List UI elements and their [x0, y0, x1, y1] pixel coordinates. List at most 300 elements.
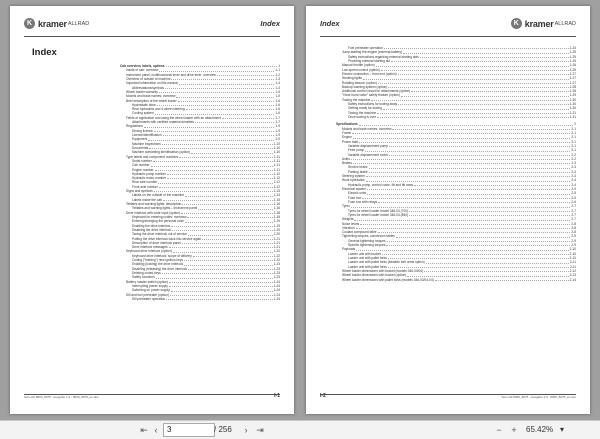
toc-leader: [185, 222, 273, 223]
toc-entry-title: Overview of outside of machine: [126, 76, 171, 81]
toc-leader: [172, 230, 273, 231]
toc-leader: [366, 176, 571, 177]
toc-leader: [163, 200, 273, 201]
toc-entry-page: 2-5: [571, 187, 576, 191]
toc-leader: [144, 127, 275, 128]
toc-entry-title: Machine inspections: [132, 141, 161, 146]
toc-entry-title: Specific tightening torques: [348, 243, 386, 248]
toc-entry-page: 1-9: [275, 137, 280, 142]
toc-entry-page: 2-12: [569, 268, 576, 273]
toc-entry-title: Loader unit with pallet forks (foldable fork arms option): [348, 260, 425, 265]
toc-entry-title: Backup warning system (option): [342, 84, 388, 89]
toc-entry-page: 2-10: [569, 251, 576, 256]
toc-entry-page: 1-24: [273, 283, 280, 288]
toc-entry-page: 2-8: [571, 225, 576, 230]
toc-entry-title: Keyboard drive interlock (option): [126, 249, 172, 254]
toc-leader: [387, 241, 571, 242]
toc-entry-title: Drive interlock messages: [132, 245, 168, 250]
toc-leader: [184, 265, 272, 266]
toc-entry-page: 1-27: [569, 76, 576, 81]
toc-leader: [435, 280, 569, 281]
toc-leader: [154, 131, 275, 132]
toc-leader: [377, 113, 568, 114]
toc-leader: [178, 101, 275, 102]
toc-entry-title: Telltales and warning lights: description: [126, 202, 182, 206]
toc-entry-title: Brief description of the wheel loader: [126, 98, 177, 103]
toc-leader: [360, 224, 570, 225]
toc-entry-page: 1-25: [569, 54, 576, 59]
toc-entry-title: Loader unit with pallet forks: [348, 256, 387, 260]
toc-leader: [187, 217, 272, 218]
toc-leader: [407, 276, 568, 277]
toc-entry-page: 1-13: [273, 189, 280, 194]
toc-leader: [376, 66, 569, 67]
toc-entry-title: Keyboard drive interlock: scope of delivery: [132, 253, 192, 258]
toc-entry-page: 1-9: [275, 128, 280, 133]
toc-entry-page: 2-7: [571, 212, 576, 217]
toc-entry-title: Getting ready for towing: [348, 106, 382, 111]
toc-entry-page: 2-10: [569, 256, 576, 260]
toc-leader: [414, 185, 570, 186]
toc-entry-title: Important information on this manual: [126, 81, 178, 86]
toc-entry-title: Tyres: [342, 204, 350, 209]
toc-leader: [171, 226, 272, 227]
toc-entry-title: Telltales and warning lights – instrument panel: [132, 206, 198, 211]
toc-entry-title: Driving licence: [132, 128, 153, 133]
toc-list: [336, 46, 576, 282]
toc-leader: [166, 299, 272, 300]
toc-entry-page: 1-6: [275, 107, 280, 112]
toc-entry-page: 1-23: [273, 262, 280, 267]
toc-entry-title: Labels on the outside of the machine: [132, 193, 185, 198]
toc-entry-page: 1-23: [273, 266, 280, 271]
toc-entry-page: 1-10: [273, 150, 280, 155]
toc-entry-title: Tyres for wheel loader model 346-04 (850): [348, 212, 409, 217]
toc-entry-page: 2-14: [569, 277, 576, 282]
toc-entry-page: 1-23: [273, 275, 280, 280]
toc-entry-page: 1-31: [569, 110, 576, 115]
toc-entry-title: Electric connection – front end (option): [342, 71, 397, 76]
toc-leader: [185, 196, 273, 197]
toc-leader: [391, 61, 569, 62]
toc-entry-page: 1-12: [273, 180, 280, 185]
toc-entry-page: 2-3: [571, 161, 576, 166]
toc-leader: [392, 129, 570, 130]
toc-leader: [388, 87, 568, 88]
toc-entry-title: Machine warranting identification (option): [132, 150, 191, 155]
toc-entry-title: Vibration: [342, 225, 355, 230]
toc-entry-page: 1-25: [569, 50, 576, 55]
toc-entry-title: Entering/changing the personal code: [132, 219, 184, 224]
toc-entry-page: 1-30: [569, 97, 576, 102]
toc-entry-title: Wheel loader dimensions with bucket (models 346-03/04): [342, 268, 424, 273]
toc-leader: [169, 282, 272, 283]
toc-entry-page: 1-6: [275, 98, 280, 103]
toc-entry-title: Licence/identification: [132, 133, 162, 137]
toc-entry-title: Instrument panel, multifunctional lever and drive lever: overview: [126, 72, 216, 77]
toc-entry-page: 1-13: [273, 193, 280, 198]
toc-entry-title: Rear hydraulics and 4-wheel steering: [132, 107, 185, 112]
toc-entry-page: 1-24: [273, 279, 280, 284]
toc-leader: [184, 260, 273, 261]
toc-entry-page: 2-1: [571, 143, 576, 148]
toc-entry-page: 2-4: [571, 174, 576, 179]
toc-leader: [217, 75, 275, 76]
toc-leader: [166, 66, 278, 67]
toc-entry-title: Power train: [342, 139, 359, 144]
toc-entry-title: Signs and symbols: [126, 189, 153, 194]
toc-entry-page: 2: [574, 122, 576, 127]
footer-code: Serv-Hb 8060_8075 - Ausgabe 1.0 - 8060_8075_en.doc: [501, 395, 576, 399]
toc-entry-page: 1-26: [569, 63, 576, 68]
toc-entry-page: 2-11: [569, 260, 576, 265]
toc-leader: [151, 166, 273, 167]
toc-entry-page: 1-12: [273, 184, 280, 189]
toc-leader: [420, 57, 569, 58]
brand-logo-icon: K: [24, 18, 35, 29]
toc-entry-title: Specifications: [336, 122, 358, 127]
toc-entry-title: Service brake: [348, 165, 368, 170]
toc-leader: [381, 70, 569, 71]
toc-entry-page: 2-11: [569, 264, 576, 269]
toc-leader: [186, 109, 275, 110]
prev-page-icon[interactable]: ‹: [154, 425, 158, 435]
toc-entry-page: 1-22: [273, 249, 280, 254]
toc-entry-title: Interrupting power supply: [132, 283, 168, 288]
toc-entry-page: 1-28: [569, 89, 576, 94]
toc-entry-page: 1-15: [273, 197, 280, 202]
toc-entry-title: Hydraulic pump number: [132, 171, 166, 176]
toc-leader: [179, 157, 273, 158]
toc-leader: [159, 187, 273, 188]
brand-suffix: ALLRAD: [554, 20, 576, 27]
toc-entry-title: Regulations: [126, 124, 143, 129]
toc-entry-page: 1-29: [569, 93, 576, 98]
toc-entry-page: 2-1: [571, 148, 576, 153]
toc-entry-title: Hydraulic motor number: [132, 176, 167, 181]
toc-entry-page: 2-4: [571, 178, 576, 183]
page-footer: [24, 394, 280, 400]
toc-entry-title: Cab number: [132, 163, 150, 168]
toc-leader: [356, 250, 568, 251]
toc-leader: [378, 232, 571, 233]
toc-entry-title: Type labels and component numbers: [126, 154, 179, 159]
zoom-out-icon[interactable]: −: [496, 425, 502, 435]
toc-leader: [158, 183, 272, 184]
toc-leader: [351, 207, 571, 208]
footer-code: Serv-Hb 8060_8075 - Ausgabe 1.0 - 8060_8075_en.doc: [24, 395, 99, 399]
toc-entry-title: Engine: [342, 135, 352, 140]
last-page-icon[interactable]: ⇥: [256, 425, 264, 435]
toc-leader: [188, 235, 273, 236]
toc-leader: [411, 91, 568, 92]
toc-leader: [179, 84, 275, 85]
toc-entry-title: Coding ("training") new ignition keys: [132, 258, 183, 263]
toc-entry-title: Variable displacement pump: [348, 143, 388, 148]
toc-entry-page: 1-11: [273, 163, 280, 168]
toc-entry[interactable]: [120, 297, 280, 301]
page-number: I-2: [320, 393, 326, 399]
page-right: [306, 6, 590, 414]
page-number: I-1: [274, 393, 280, 399]
next-page-icon[interactable]: ›: [244, 425, 248, 435]
toc-entry-page: 1-21: [273, 240, 280, 245]
toc-entry-page: 1-9: [275, 133, 280, 137]
toc-entry-title: Hydraulic pump, control valve, lift and tilt rams: [348, 182, 414, 187]
toc-entry-page: 1-22: [273, 258, 280, 263]
toc-entry-page: 2-1: [571, 135, 576, 140]
toc-entry-page: 1-22: [273, 253, 280, 258]
toc-entry[interactable]: [336, 278, 576, 282]
toc-entry-page: 1-24: [273, 292, 280, 297]
zoom-level[interactable]: 65.42%: [526, 425, 554, 434]
brand-suffix: ALLRAD: [67, 20, 90, 27]
toc-entry-page: 1-16: [273, 202, 280, 206]
page-footer: [320, 394, 576, 400]
toc-entry-page: 1-21: [273, 236, 280, 241]
toc-entry-page: 2-2: [571, 152, 576, 157]
toc-leader: [359, 142, 570, 143]
toc-leader: [352, 133, 570, 134]
toc-entry-page: 1-9: [275, 124, 280, 129]
toc-leader: [363, 79, 569, 80]
page-number-input[interactable]: [163, 423, 215, 437]
toc-entry-page: 1-23: [273, 271, 280, 275]
toc-entry-title: Coolant compound table: [342, 230, 377, 235]
toc-entry-page: 1-30: [569, 106, 576, 111]
toc-leader: [159, 92, 275, 93]
toc-entry-page: 1: [278, 64, 280, 68]
toc-entry-title: Once towing is over: [348, 115, 376, 119]
toc-entry-title: Electrical system: [342, 187, 366, 191]
toc-entry-title: Providing external starting aid: [348, 58, 390, 63]
toc-leader: [155, 170, 273, 171]
toc-entry-title: Loader unit with pallet forks: [348, 264, 387, 269]
toc-leader: [162, 273, 273, 274]
toc-leader: [351, 159, 571, 160]
toc-leader: [149, 148, 272, 149]
toc-leader: [353, 163, 570, 164]
toc-entry-title: Jump-starting the engine (external battery): [342, 50, 403, 55]
toc-leader: [366, 181, 571, 182]
toc-entry-page: 2-1: [571, 139, 576, 144]
first-page-icon[interactable]: ⇤: [140, 425, 148, 435]
toc-leader: [403, 53, 569, 54]
toc-leader: [362, 198, 570, 199]
toc-leader: [378, 83, 569, 84]
toc-leader: [167, 178, 273, 179]
toc-entry-page: 1-28: [569, 84, 576, 89]
toc-entry-title: Loader unit with bucket: [348, 251, 381, 256]
toc-entry-title: Drive interlock with code input (option): [126, 210, 181, 215]
toc-entry-page: 1-11: [273, 154, 280, 159]
toc-entry-page: 1-4: [275, 81, 280, 86]
toc-entry-page: 2-6: [571, 199, 576, 204]
toc-entry-title: Axles: [342, 156, 350, 161]
toc-entry-page: 2-10: [569, 247, 576, 252]
toc-entry-title: Steering system: [342, 174, 365, 179]
toc-leader: [365, 151, 570, 152]
toc-entry-page: 2-9: [571, 234, 576, 239]
toc-entry-title: Engine number: [132, 167, 154, 172]
toc-entry-title: Abbreviations/symbols: [132, 85, 164, 90]
toc-leader: [388, 258, 569, 259]
toc-leader: [369, 168, 571, 169]
viewer-toolbar: [0, 420, 600, 439]
toc-entry-title: Hydrostatic drive: [132, 102, 156, 107]
toc-leader: [182, 243, 273, 244]
toc-entry-title: Fuel preheater operation: [348, 46, 383, 50]
page-header: [24, 18, 280, 32]
toc-entry-title: Electric units: [348, 191, 367, 196]
toc-entry-title: Parking brake: [348, 169, 368, 174]
toc-leader: [388, 267, 569, 268]
toc-leader: [182, 204, 272, 205]
toc-leader: [353, 138, 570, 139]
toc-leader: [153, 161, 273, 162]
toc-entry-title: Front axle number: [132, 184, 158, 189]
toc-entry-page: 2-3: [571, 165, 576, 170]
toc-entry-title: Description of drive interlock panel: [132, 240, 181, 245]
toc-leader: [398, 74, 569, 75]
toc-leader: [389, 155, 570, 156]
toc-leader: [176, 97, 274, 98]
toc-entry-page: 1-21: [273, 245, 280, 250]
toc-leader: [162, 144, 273, 145]
toc-entry-page: 2-8: [571, 221, 576, 226]
toc-entry-title: Models and trade names: overview: [126, 94, 176, 99]
toc-entry-page: 1-10: [273, 141, 280, 146]
toc-leader: [155, 114, 275, 115]
toc-entry-title: Fields of application and using the wheel loader with an attachment: [126, 115, 221, 120]
toc-entry-title: Labels inside the cab: [132, 197, 162, 202]
toc-entry-page: 2-2: [571, 156, 576, 161]
toc-leader: [424, 271, 568, 272]
toc-entry[interactable]: [336, 115, 576, 119]
toc-entry-title: Towing the machine: [348, 110, 377, 115]
toc-entry-title: Feed pump: [348, 148, 365, 153]
toc-entry-title: Towing the machine: [342, 97, 371, 102]
toc-leader: [383, 109, 569, 110]
toc-entry-page: 2-1: [571, 130, 576, 135]
zoom-dropdown-icon[interactable]: ▾: [560, 425, 565, 434]
toc-entry-page: 2-7: [571, 208, 576, 213]
toc-entry-page: 1-30: [569, 102, 576, 107]
toc-entry-page: 2-7: [571, 217, 576, 222]
toc-leader: [222, 118, 275, 119]
toc-leader: [191, 153, 272, 154]
toc-leader: [148, 140, 274, 141]
toc-entry-page: 1-1: [275, 68, 280, 73]
toc-entry-page: 1-12: [273, 176, 280, 181]
toc-leader: [165, 88, 275, 89]
toc-entry-title: Work hydraulics: [342, 178, 365, 183]
toc-entry-title: Putting the drive interlock back into service again: [132, 236, 202, 241]
toc-leader: [157, 105, 275, 106]
toc-entry-page: 1-27: [569, 71, 576, 76]
brand-name: kramer: [38, 18, 67, 29]
toc-leader: [384, 48, 569, 49]
toc-entry-page: 1-26: [569, 67, 576, 72]
toc-entry-title: Payloads: [342, 247, 356, 252]
toc-entry-title: Serial number: [132, 158, 152, 163]
toc-leader: [159, 71, 274, 72]
toc-entry-page: 1-4: [275, 85, 280, 90]
header-title: Index: [320, 19, 340, 28]
toc-entry-page: 1-16: [273, 206, 280, 211]
toc-leader: [163, 135, 275, 136]
toc-leader: [409, 215, 570, 216]
toc-leader: [367, 189, 570, 190]
toc-entry-title: Noise levels: [342, 221, 360, 226]
brand-logo: [511, 18, 576, 29]
toc-entry-title: Safety functions: [132, 275, 155, 280]
toc-entry-title: Rear axle number: [132, 180, 158, 185]
brand-logo: [24, 18, 280, 29]
toc-entry-page: 1-18: [273, 210, 280, 215]
toc-entry-title: Safety instructions regarding external starting aids: [348, 54, 419, 59]
toc-leader: [198, 209, 272, 210]
toc-leader: [169, 247, 273, 248]
toc-entry-title: Fuse box: [348, 195, 362, 200]
toc-entry-title: Dill preheater operation: [132, 296, 166, 301]
toc-entry-title: Inside of cab: overview: [126, 68, 159, 73]
toc-leader: [167, 174, 273, 175]
toc-entry-title: Dill and fuel preheater (option): [126, 292, 169, 297]
toc-entry-title: Disabling (releasing) the drive interlock: [132, 266, 187, 271]
toc-entry-page: 2-9: [571, 238, 576, 243]
header-rule: [24, 36, 280, 37]
toc-entry-title: Wheel loader dimensions with pallet forks (models 346-03/04-04): [342, 277, 434, 282]
toc-entry-title: Wheel loader dimensions with bucket (option): [342, 273, 407, 278]
toc-leader: [398, 104, 569, 105]
toc-leader: [181, 213, 273, 214]
toc-entry-page: 2-5: [571, 191, 576, 196]
index-title: Index: [32, 47, 57, 58]
toc-leader: [156, 278, 273, 279]
toc-entry-page: 1-19: [273, 223, 280, 228]
toc-entry-title: Documents: [132, 145, 149, 150]
toc-leader: [389, 146, 570, 147]
toc-leader: [367, 194, 570, 195]
toc-leader: [171, 79, 274, 80]
toc-leader: [382, 254, 569, 255]
toc-leader: [409, 211, 570, 212]
toc-entry-title: Deleting coded keys: [132, 271, 161, 275]
toc-entry-page: 1-6: [275, 111, 280, 116]
toc-entry-title: Wheel loader warranty: [126, 89, 158, 94]
toc-entry-title: "Hose burst valve" safety feature (option): [342, 93, 400, 98]
toc-leader: [371, 100, 568, 101]
zoom-in-icon[interactable]: +: [511, 425, 517, 435]
toc-entry-page: 1-6: [275, 102, 280, 107]
toc-entry-page: 1-20: [273, 232, 280, 237]
toc-entry-title: Frame: [342, 130, 352, 135]
toc-entry-title: Switching on power supply: [132, 288, 170, 293]
toc-entry-page: 1-27: [569, 80, 576, 85]
page-left: [10, 6, 294, 414]
toc-leader: [401, 96, 569, 97]
toc-entry-title: Additional control circuit for attachments (option): [342, 89, 411, 94]
toc-leader: [386, 245, 570, 246]
header-rule: [320, 36, 576, 37]
toc-leader: [396, 237, 571, 238]
toc-entry-page: 2-9: [571, 243, 576, 248]
toc-leader: [173, 252, 273, 253]
header-title: Index: [260, 19, 280, 28]
toc-entry-page: 1-5: [275, 89, 280, 94]
toc-entry-title: Low-speed control (option): [342, 67, 380, 72]
